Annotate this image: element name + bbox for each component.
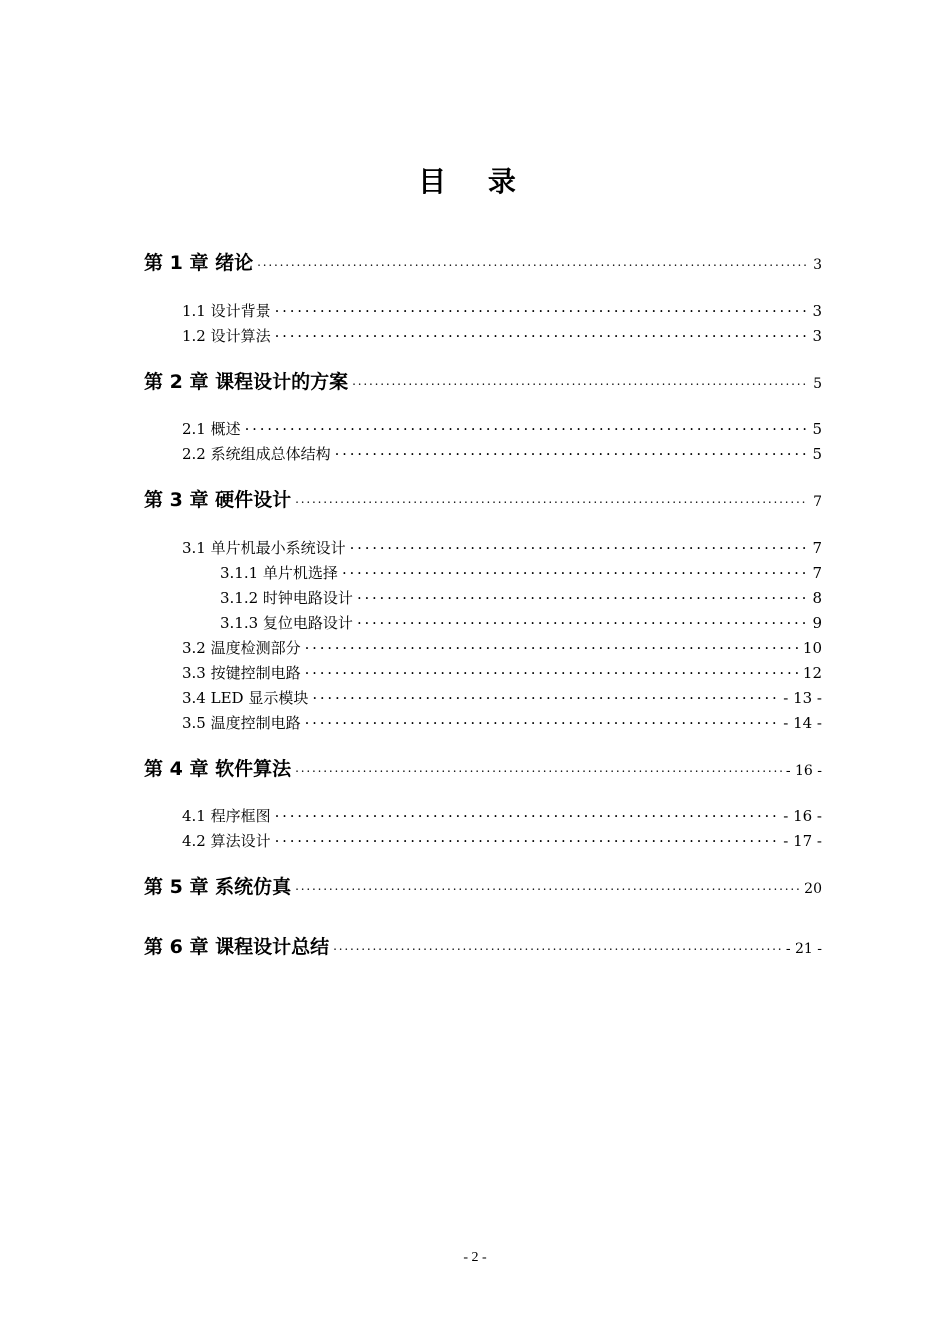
toc-page: 20: [804, 881, 822, 897]
toc-page: 3: [813, 257, 822, 273]
toc-label: 3.1.3 复位电路设计: [220, 614, 353, 632]
dot-leader: [305, 712, 780, 728]
toc-label: 第 3 章 硬件设计: [144, 489, 292, 511]
toc-page: - 13 -: [783, 689, 822, 707]
toc-label: 3.1.2 时钟电路设计: [220, 589, 353, 607]
toc-label: 3.4 LED 显示模块: [182, 689, 309, 707]
toc-section-2-2[interactable]: [182, 443, 822, 464]
dot-leader: [295, 490, 806, 506]
toc-page: - 16 -: [783, 807, 822, 825]
toc-page: - 21 -: [785, 941, 822, 957]
toc-section-3-5[interactable]: [182, 712, 822, 733]
toc-label: 1.2 设计算法: [182, 327, 271, 345]
dot-leader: [295, 759, 782, 775]
toc-label: 1.1 设计背景: [182, 302, 271, 320]
toc-label: 4.2 算法设计: [182, 832, 271, 850]
dot-leader: [357, 612, 806, 628]
dot-leader: [357, 587, 806, 603]
toc-label: 2.2 系统组成总体结构: [182, 445, 331, 463]
toc-section-1-1[interactable]: [182, 300, 822, 321]
toc-chapter-6[interactable]: [144, 932, 822, 959]
toc-section-3-1[interactable]: [182, 537, 822, 558]
dot-leader: [342, 562, 806, 578]
toc-chapter-4[interactable]: [144, 754, 822, 781]
toc-chapter-2[interactable]: [144, 367, 822, 394]
toc-label: 第 4 章 软件算法: [144, 758, 292, 780]
toc-page: 7: [812, 564, 822, 582]
toc-page: 8: [812, 589, 822, 607]
toc-section-4-1[interactable]: [182, 805, 822, 826]
toc-chapter-1[interactable]: [144, 248, 822, 275]
toc-chapter-5[interactable]: [144, 872, 822, 899]
toc-page: 7: [812, 539, 822, 557]
dot-leader: [335, 443, 806, 459]
toc-title: 目 录: [418, 165, 532, 198]
toc-page: 5: [812, 420, 822, 438]
toc-label: 3.2 温度检测部分: [182, 639, 301, 657]
toc-label: 第 6 章 课程设计总结: [144, 936, 330, 958]
toc-page: 5: [813, 376, 822, 392]
toc-label: 第 5 章 系统仿真: [144, 876, 292, 898]
toc-label: 3.3 按键控制电路: [182, 664, 301, 682]
dot-leader: [305, 662, 799, 678]
dot-leader: [350, 537, 806, 553]
dot-leader: [275, 300, 806, 316]
toc-page: - 16 -: [785, 763, 822, 779]
toc-subsection-3-1-3[interactable]: [220, 612, 822, 633]
page-number-footer: - 2 -: [463, 1250, 487, 1265]
toc-label: 3.5 温度控制电路: [182, 714, 301, 732]
toc-chapter-3[interactable]: [144, 485, 822, 512]
dot-leader: [295, 877, 800, 893]
toc-label: 3.1 单片机最小系统设计: [182, 539, 346, 557]
toc-page: 7: [813, 494, 822, 510]
toc-section-2-1[interactable]: [182, 418, 822, 439]
toc-page: 9: [812, 614, 822, 632]
toc-label: 第 2 章 课程设计的方案: [144, 371, 349, 393]
toc-page: - 14 -: [783, 714, 822, 732]
dot-leader: [333, 937, 782, 953]
toc-section-3-3[interactable]: [182, 662, 822, 683]
toc-subsection-3-1-1[interactable]: [220, 562, 822, 583]
toc-page: - 17 -: [783, 832, 822, 850]
toc-page: 3: [812, 327, 822, 345]
dot-leader: [275, 805, 780, 821]
toc-section-3-2[interactable]: [182, 637, 822, 658]
dot-leader: [275, 325, 806, 341]
toc-label: 2.1 概述: [182, 420, 241, 438]
dot-leader: [245, 418, 806, 434]
toc-page: 10: [802, 639, 822, 657]
dot-leader: [352, 372, 806, 388]
toc-page: 5: [812, 445, 822, 463]
dot-leader: [305, 637, 799, 653]
toc-page: 12: [802, 664, 822, 682]
toc-page: 3: [812, 302, 822, 320]
toc-section-4-2[interactable]: [182, 830, 822, 851]
dot-leader: [257, 253, 806, 269]
toc-label: 第 1 章 绪论: [144, 252, 254, 274]
toc-section-1-2[interactable]: [182, 325, 822, 346]
dot-leader: [275, 830, 780, 846]
toc-subsection-3-1-2[interactable]: [220, 587, 822, 608]
toc-section-3-4[interactable]: [182, 687, 822, 708]
dot-leader: [312, 687, 779, 703]
toc-label: 4.1 程序框图: [182, 807, 271, 825]
toc-label: 3.1.1 单片机选择: [220, 564, 338, 582]
